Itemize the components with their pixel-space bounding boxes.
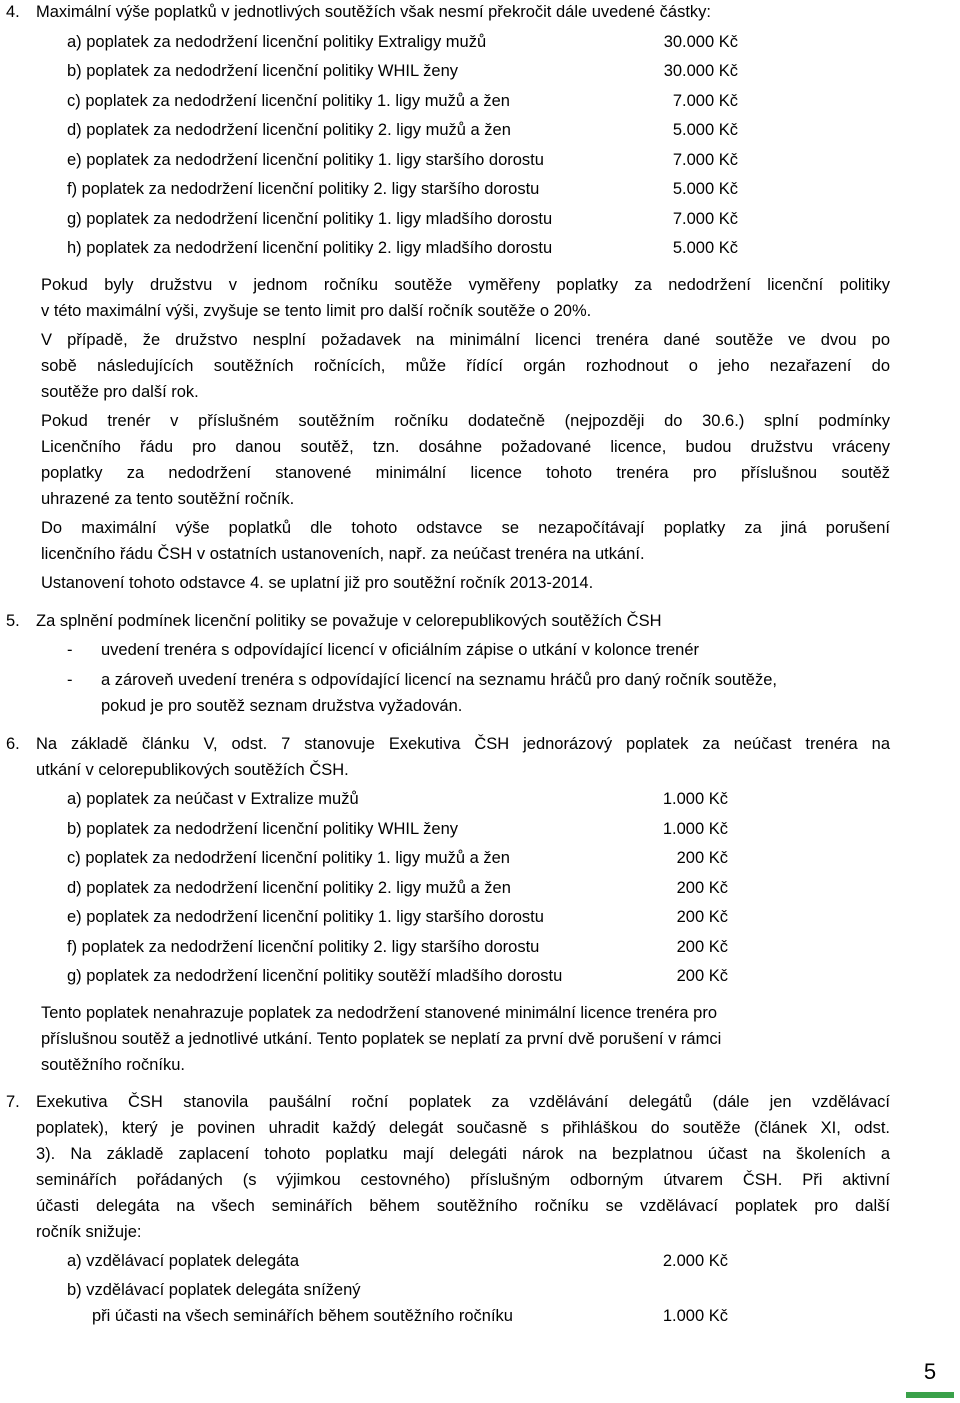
s6-item-c-amount: 200 Kč <box>676 849 728 867</box>
s7-line4: seminářích pořádaných (s výjimkou cestovného) příslušným odborným útvarem ČSH. Při aktivní <box>36 1171 890 1189</box>
s4-item-c-label: c) poplatek za nedodržení licenční politiky 1. ligy mužů a žen <box>67 92 510 110</box>
s6-note-line2: příslušnou soutěž a jednotlivé utkání. Tento poplatek se neplatí za první dvě porušení v rámci <box>41 1030 722 1048</box>
s4-p2-line1: V případě, že družstvo nesplní požadavek na minimální licenci trenéra dané soutěže ve dvou po <box>41 331 890 349</box>
section-4-number: 4. <box>6 3 20 21</box>
s7-item-b-amount: 1.000 Kč <box>662 1307 728 1325</box>
s4-item-d-amount: 5.000 Kč <box>672 121 738 139</box>
section-6-heading-line1: Na základě článku V, odst. 7 stanovuje Exekutiva ČSH jednorázový poplatek za neúčast trenéra na <box>36 735 890 753</box>
s6-item-f-label: f) poplatek za nedodržení licenční politiky 2. ligy staršího dorostu <box>67 938 540 956</box>
s6-note-line3: soutěžního ročníku. <box>41 1056 186 1074</box>
s4-p2-line2: sobě následujících soutěžních ročnících, může řídící orgán rozhodnout o jeho nezařazení do <box>41 357 890 375</box>
s5-bullet2-line2: pokud je pro soutěž seznam družstva vyžadován. <box>101 697 463 715</box>
s4-item-b-amount: 30.000 Kč <box>663 62 738 80</box>
s7-line6: ročník snižuje: <box>36 1223 142 1241</box>
s4-item-e-amount: 7.000 Kč <box>672 151 738 169</box>
s5-bullet1-dash: - <box>67 641 73 659</box>
s4-p3-line1: Pokud trenér v příslušném soutěžním ročníku dodatečně (nejpozději do 30.6.) splní podmínky <box>41 412 890 430</box>
s6-item-g-amount: 200 Kč <box>676 967 728 985</box>
s7-item-b-label: b) vzdělávací poplatek delegáta snížený <box>67 1281 361 1299</box>
s5-bullet1: uvedení trenéra s odpovídající licencí v oficiálním zápise o utkání v kolonce trenér <box>101 641 699 659</box>
s6-item-a-label: a) poplatek za neúčast v Extralize mužů <box>67 790 359 808</box>
s6-item-g-label: g) poplatek za nedodržení licenční politiky soutěží mladšího dorostu <box>67 967 563 985</box>
s7-item-b-sublabel: při účasti na všech seminářích během soutěžního ročníku <box>92 1307 513 1325</box>
s7-line2: poplatek), který je povinen uhradit každý delegát současně s přihláškou do soutěže (článek XI, odst. <box>36 1119 890 1137</box>
s4-item-g-amount: 7.000 Kč <box>672 210 738 228</box>
s7-item-a-label: a) vzdělávací poplatek delegáta <box>67 1252 300 1270</box>
s4-item-a-amount: 30.000 Kč <box>663 33 738 51</box>
s4-item-b-label: b) poplatek za nedodržení licenční politiky WHIL ženy <box>67 62 459 80</box>
s4-p3-line3: poplatky za nedodržení stanovené minimální licence tohoto trenéra pro příslušnou soutěž <box>41 464 890 482</box>
s4-item-d-label: d) poplatek za nedodržení licenční politiky 2. ligy mužů a žen <box>67 121 511 139</box>
s4-item-a-label: a) poplatek za nedodržení licenční politiky Extraligy mužů <box>67 33 487 51</box>
s6-item-b-label: b) poplatek za nedodržení licenční politiky WHIL ženy <box>67 820 459 838</box>
s4-item-f-label: f) poplatek za nedodržení licenční politiky 2. ligy staršího dorostu <box>67 180 540 198</box>
section-7-number: 7. <box>6 1093 20 1111</box>
s6-item-a-amount: 1.000 Kč <box>662 790 728 808</box>
section-5-number: 5. <box>6 612 20 630</box>
s4-p5: Ustanovení tohoto odstavce 4. se uplatní již pro soutěžní ročník 2013-2014. <box>41 574 594 592</box>
s7-item-a-amount: 2.000 Kč <box>662 1252 728 1270</box>
s6-item-d-label: d) poplatek za nedodržení licenční politiky 2. ligy mužů a žen <box>67 879 511 897</box>
page-number: 5 <box>923 1359 937 1384</box>
section-4-heading: Maximální výše poplatků v jednotlivých soutěžích však nesmí překročit dále uvedené částky: <box>36 3 711 21</box>
page-number-underline <box>906 1392 954 1398</box>
s6-item-e-label: e) poplatek za nedodržení licenční politiky 1. ligy staršího dorostu <box>67 908 544 926</box>
s4-item-f-amount: 5.000 Kč <box>672 180 738 198</box>
s4-p1-line1: Pokud byly družstvu v jednom ročníku soutěže vyměřeny poplatky za nedodržení licenční politiky <box>41 276 890 294</box>
s4-item-h-label: h) poplatek za nedodržení licenční politiky 2. ligy mladšího dorostu <box>67 239 553 257</box>
s4-p2-line3: soutěže pro další rok. <box>41 383 199 401</box>
section-5-heading: Za splnění podmínek licenční politiky se považuje v celorepublikových soutěžích ČSH <box>36 612 662 630</box>
s6-item-f-amount: 200 Kč <box>676 938 728 956</box>
s4-p3-line4: uhrazené za tento soutěžní ročník. <box>41 490 295 508</box>
s7-line3: 3). Na základě zaplacení tohoto poplatku mají delegáti nárok na bezplatnou účast na školeních a <box>36 1145 890 1163</box>
s4-p1-line2: v této maximální výši, zvyšuje se tento limit pro další ročník soutěže o 20%. <box>41 302 592 320</box>
s4-p3-line2: Licenčního řádu pro danou soutěž, tzn. dosáhne požadované licence, budou družstvu vráceny <box>41 438 890 456</box>
s6-item-b-amount: 1.000 Kč <box>662 820 728 838</box>
s5-bullet2-dash: - <box>67 671 73 689</box>
s4-item-c-amount: 7.000 Kč <box>672 92 738 110</box>
s6-item-e-amount: 200 Kč <box>676 908 728 926</box>
s4-item-g-label: g) poplatek za nedodržení licenční politiky 1. ligy mladšího dorostu <box>67 210 553 228</box>
s6-note-line1: Tento poplatek nenahrazuje poplatek za nedodržení stanovené minimální licence trenéra pro <box>41 1004 718 1022</box>
s4-p4-line1: Do maximální výše poplatků dle tohoto odstavce se nezapočítávají poplatky za jiná porušení <box>41 519 890 537</box>
s7-line1: Exekutiva ČSH stanovila paušální roční poplatek za vzdělávání delegátů (dále jen vzdělávací <box>36 1093 890 1111</box>
s6-item-d-amount: 200 Kč <box>676 879 728 897</box>
s5-bullet2-line1: a zároveň uvedení trenéra s odpovídající licencí na seznamu hráčů pro daný ročník soutěže, <box>101 671 777 689</box>
s6-item-c-label: c) poplatek za nedodržení licenční politiky 1. ligy mužů a žen <box>67 849 510 867</box>
s4-item-e-label: e) poplatek za nedodržení licenční politiky 1. ligy staršího dorostu <box>67 151 544 169</box>
s4-item-h-amount: 5.000 Kč <box>672 239 738 257</box>
section-6-heading-line2: utkání v celorepublikových soutěžích ČSH. <box>36 761 349 779</box>
section-6-number: 6. <box>6 735 20 753</box>
s7-line5: účasti delegáta na všech seminářích během soutěžního ročníku se vzdělávací poplatek pro další <box>36 1197 890 1215</box>
s4-p4-line2: licenčního řádu ČSH v ostatních ustanoveních, např. za neúčast trenéra na utkání. <box>41 545 645 563</box>
